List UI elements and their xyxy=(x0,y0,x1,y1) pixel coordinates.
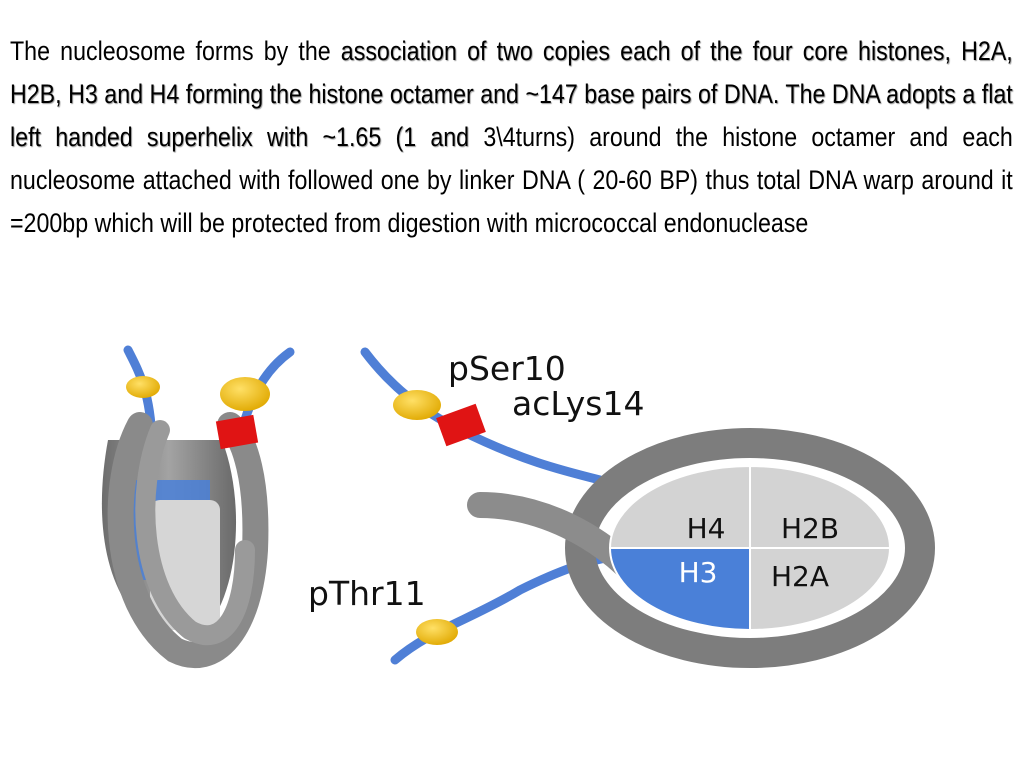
side-phospho-marker-2 xyxy=(220,377,270,411)
side-phospho-marker-1 xyxy=(126,376,160,398)
pser10-label: pSer10 xyxy=(448,349,566,388)
emphasized-text: association of two copies each of the four core histones, H2A, H2B, H3 and H4 forming the histone octamer and ~147 base pairs of DNA. The DNA adopts a flat left handed superhelix with ~1.65 (1 and xyxy=(10,36,1013,152)
nucleosome-figure xyxy=(0,330,1024,690)
h3-label: H3 xyxy=(678,556,718,589)
intro-text: The nucleosome forms by the xyxy=(10,36,341,66)
h2a-label: H2A xyxy=(770,560,830,593)
pthr11-label: pThr11 xyxy=(308,574,426,613)
rest-text: 3\4turns) around the histone octamer and each nucleosome attached with followed one by linker DNA ( 20-60 BP) thus total DNA warp around it =200bp which will be protected from digestion with micrococcal endonuclease xyxy=(10,122,1013,238)
pthr11-marker xyxy=(416,619,458,645)
histone-core xyxy=(610,466,890,630)
aclys14-label: acLys14 xyxy=(512,384,645,423)
top-view-nucleosome xyxy=(308,349,920,660)
description-paragraph xyxy=(10,30,1013,245)
nucleosome-diagram xyxy=(0,330,1024,690)
h2b-label: H2B xyxy=(780,512,840,545)
pser10-marker xyxy=(393,390,441,420)
side-view-nucleosome xyxy=(102,350,290,655)
h4-label: H4 xyxy=(686,512,726,545)
